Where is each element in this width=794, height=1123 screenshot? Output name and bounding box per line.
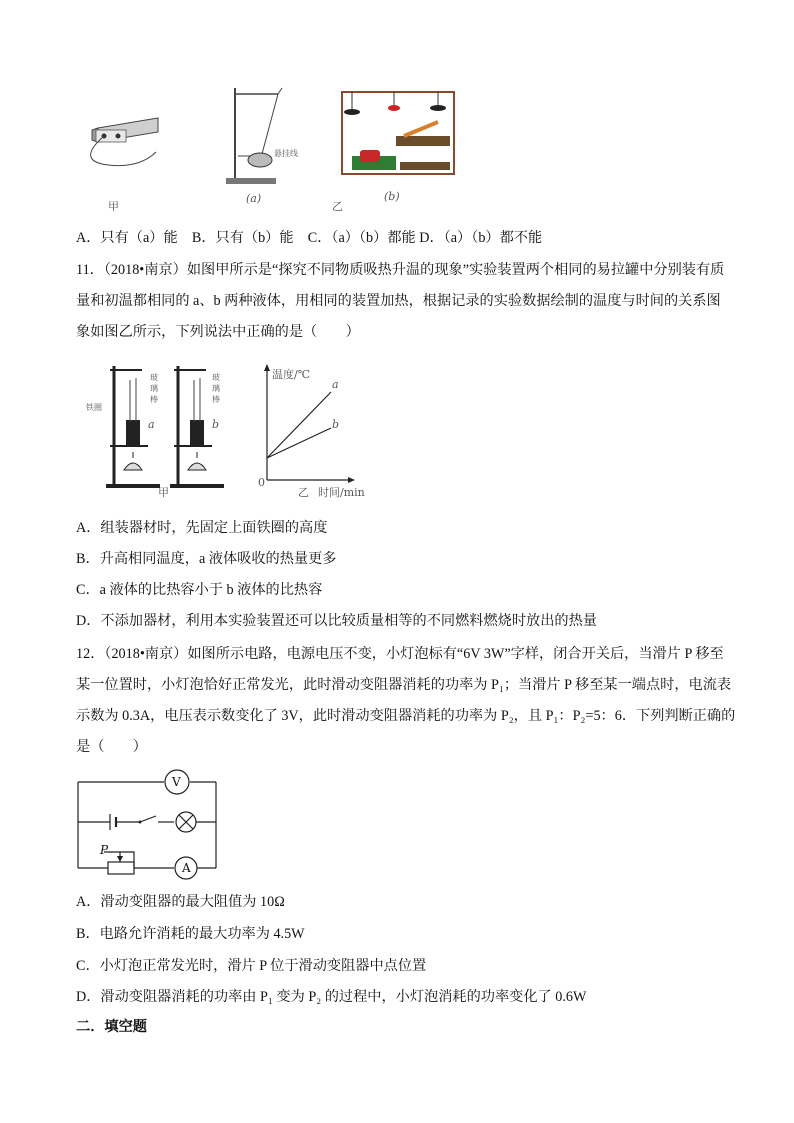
q11-option-c: C．a 液体的比热容小于 b 液体的比热容 xyxy=(76,582,323,598)
figure-jia-magnet xyxy=(78,110,168,180)
label-jia: 甲 xyxy=(108,200,119,213)
graph-label-yi: 乙 xyxy=(298,486,309,499)
label-jia-q11: 甲 xyxy=(158,486,169,499)
label-a: (a) xyxy=(246,192,262,205)
circuit-ammeter-label: A xyxy=(182,861,191,875)
q12-option-d: D．滑动变阻器消耗的功率由 P₁ 变为 P₂ 的过程中，小灯泡消耗的功率变化了 0.6W xyxy=(76,989,587,1005)
q11-option-d: D．不添加器材，利用本实验装置还可以比较质量相等的不同燃料燃烧时放出的热量 xyxy=(76,613,597,629)
figure-a-pendulum xyxy=(220,84,310,194)
label-b: (b) xyxy=(384,190,400,203)
q11-option-b: B．升高相同温度，a 液体吸收的热量更多 xyxy=(76,551,337,567)
section-title: 二．填空题 xyxy=(76,1019,147,1035)
graph-line-a: a xyxy=(332,378,339,391)
q12-line-1: 12．（2018•南京）如图所示电路，电源电压不变，小灯泡标有“6V 3W”字样，闭合开关后，当滑片 P 移至 xyxy=(76,646,724,662)
q12-line-2: 某一位置时，小灯泡恰好正常发光，此时滑动变阻器消耗的功率为 P₁；当滑片 P 移至某一端点时，电流表 xyxy=(76,677,732,693)
figure-q11-apparatus xyxy=(100,360,250,495)
q10-options: A．只有（a）能 B．只有（b）能 C．（a）（b）都能 D．（a）（b）都不能 xyxy=(76,230,543,246)
figure-b-circuit xyxy=(338,88,460,184)
label-liquid-a: a xyxy=(148,418,155,431)
graph-line-b: b xyxy=(332,418,340,431)
q12-line-3: 示数为 0.3A，电压表示数变化了 3V，此时滑动变阻器消耗的功率为 P₂，且 P₁：P₂=5：6．下列判断正确的 xyxy=(76,708,736,724)
label-note: 悬挂线 xyxy=(274,149,298,158)
label-liquid-b: b xyxy=(212,418,220,431)
label-boli-1: 玻璃棒 xyxy=(150,373,158,404)
q12-option-c: C．小灯泡正常发光时，滑片 P 位于滑动变阻器中点位置 xyxy=(76,958,427,974)
q12-option-a: A．滑动变阻器的最大阻值为 10Ω xyxy=(76,894,285,910)
figure-q12-circuit xyxy=(74,766,224,880)
circuit-voltmeter-label: V xyxy=(172,775,181,789)
label-yi: 乙 xyxy=(332,200,343,213)
label-boli-2: 玻璃棒 xyxy=(212,373,220,404)
q12-option-b: B．电路允许消耗的最大功率为 4.5W xyxy=(76,926,305,942)
graph-origin: 0 xyxy=(258,476,265,489)
q12-line-4: 是（ ） xyxy=(76,739,147,755)
q11-line-2: 量和初温都相同的 a、b 两种液体，用相同的装置加热，根据记录的实验数据绘制的温度与时间的关系图 xyxy=(76,293,721,309)
label-tiequan: 铁圈 xyxy=(86,403,102,412)
graph-xlabel: 时间/min xyxy=(318,486,365,499)
q11-line-3: 象如图乙所示，下列说法中正确的是（ ） xyxy=(76,324,360,340)
q11-option-a: A．组装器材时，先固定上面铁圈的高度 xyxy=(76,520,328,536)
circuit-slider-label: P xyxy=(100,843,109,857)
graph-ylabel: 温度/℃ xyxy=(272,368,311,381)
q11-line-1: 11．（2018•南京）如图甲所示是“探究不同物质吸热升温的现象”实验装置两个相同的易拉罐中分别装有质 xyxy=(76,262,725,278)
